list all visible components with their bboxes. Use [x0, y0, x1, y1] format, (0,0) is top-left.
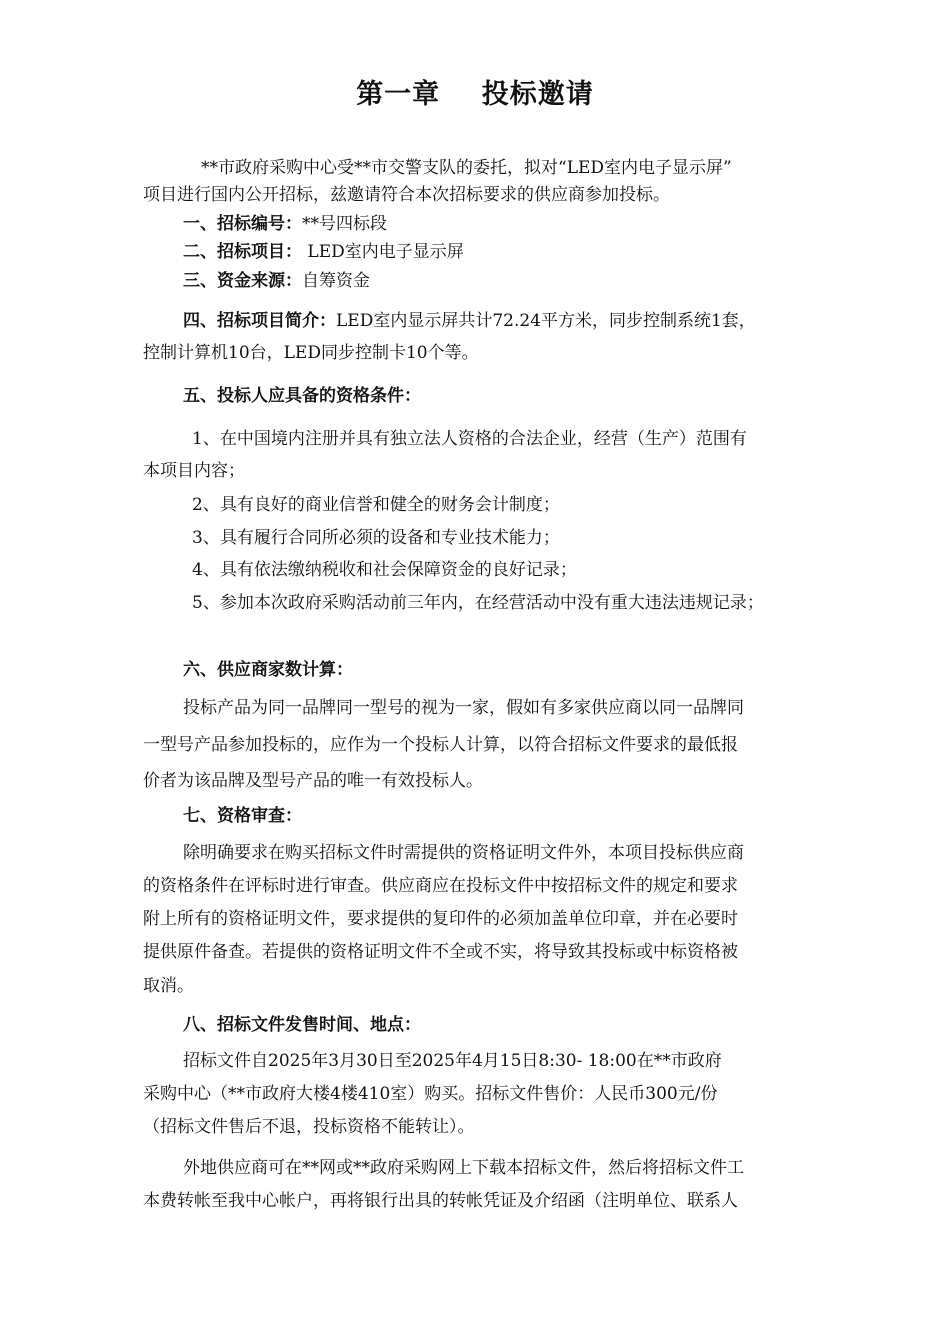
paragraph-line: 外地供应商可在**网或**政府采购网上下载本招标文件，然后将招标文件工	[183, 1158, 744, 1178]
paragraph-line: 除明确要求在购买招标文件时需提供的资格证明文件外，本项目投标供应商	[183, 843, 744, 863]
section-4-line: 控制计算机10台，LED同步控制卡10个等。	[143, 343, 479, 363]
paragraph-line: 投标产品为同一品牌同一型号的视为一家，假如有多家供应商以同一品牌同	[183, 698, 744, 718]
paragraph-line: 一型号产品参加投标的，应作为一个投标人计算，以符合招标文件要求的最低报	[143, 735, 738, 755]
list-item: 1、在中国境内注册并具有独立法人资格的合法企业，经营（生产）范围有	[192, 429, 747, 449]
section-8-heading: 八、招标文件发售时间、地点：	[183, 1015, 421, 1035]
paragraph-line: 本费转帐至我中心帐户，再将银行出具的转帐凭证及介绍函（注明单位、联系人	[143, 1191, 738, 1211]
list-item: 3、具有履行合同所必须的设备和专业技术能力；	[192, 528, 560, 548]
section-4-label: 四、招标项目简介：	[183, 311, 336, 331]
list-item: 本项目内容；	[143, 461, 245, 481]
section-1-label: 一、招标编号：	[183, 214, 302, 234]
paragraph-line: 附上所有的资格证明文件，要求提供的复印件的必须加盖单位印章，并在必要时	[143, 909, 738, 929]
paragraph-line: 价者为该品牌及型号产品的唯一有效投标人。	[143, 771, 483, 791]
intro-line: **市政府采购中心受**市交警支队的委托，拟对“LED室内电子显示屏”	[201, 158, 732, 178]
section-7-heading: 七、资格审查：	[183, 806, 302, 826]
section-2	[183, 242, 464, 262]
chapter-title: 第一章 投标邀请	[356, 79, 594, 110]
section-1	[183, 214, 387, 234]
paragraph-line: 的资格条件在评标时进行审查。供应商应在投标文件中按招标文件的规定和要求	[143, 876, 738, 896]
paragraph-line: 招标文件自2025年3月30日至2025年4月15日8:30- 18:00在**市政府	[183, 1051, 722, 1071]
section-3-label: 三、资金来源：	[183, 271, 302, 291]
list-item: 2、具有良好的商业信誉和健全的财务会计制度；	[192, 495, 560, 515]
section-6-heading: 六、供应商家数计算：	[183, 660, 353, 680]
paragraph-line: 提供原件备查。若提供的资格证明文件不全或不实，将导致其投标或中标资格被	[143, 942, 738, 962]
list-item: 4、具有依法缴纳税收和社会保障资金的良好记录；	[192, 560, 577, 580]
section-5-heading: 五、投标人应具备的资格条件：	[183, 386, 421, 406]
paragraph-line: （招标文件售后不退，投标资格不能转让）。	[143, 1117, 475, 1137]
list-item: 5、参加本次政府采购活动前三年内，在经营活动中没有重大违法违规记录；	[192, 593, 764, 613]
intro-line: 项目进行国内公开招标，兹邀请符合本次招标要求的供应商参加投标。	[143, 185, 670, 205]
paragraph-line: 采购中心（**市政府大楼4楼410室）购买。招标文件售价：人民币300元/份	[143, 1084, 718, 1104]
section-4	[183, 311, 756, 331]
paragraph-line: 取消。	[143, 976, 194, 996]
section-3	[183, 271, 370, 291]
section-4-value: LED室内显示屏共计72.24平方米，同步控制系统1套，	[336, 311, 756, 331]
section-1-value: **号四标段	[302, 214, 387, 234]
section-3-value: 自筹资金	[302, 271, 370, 291]
section-2-label: 二、招标项目：	[183, 242, 302, 262]
section-2-value: LED室内电子显示屏	[302, 242, 464, 262]
